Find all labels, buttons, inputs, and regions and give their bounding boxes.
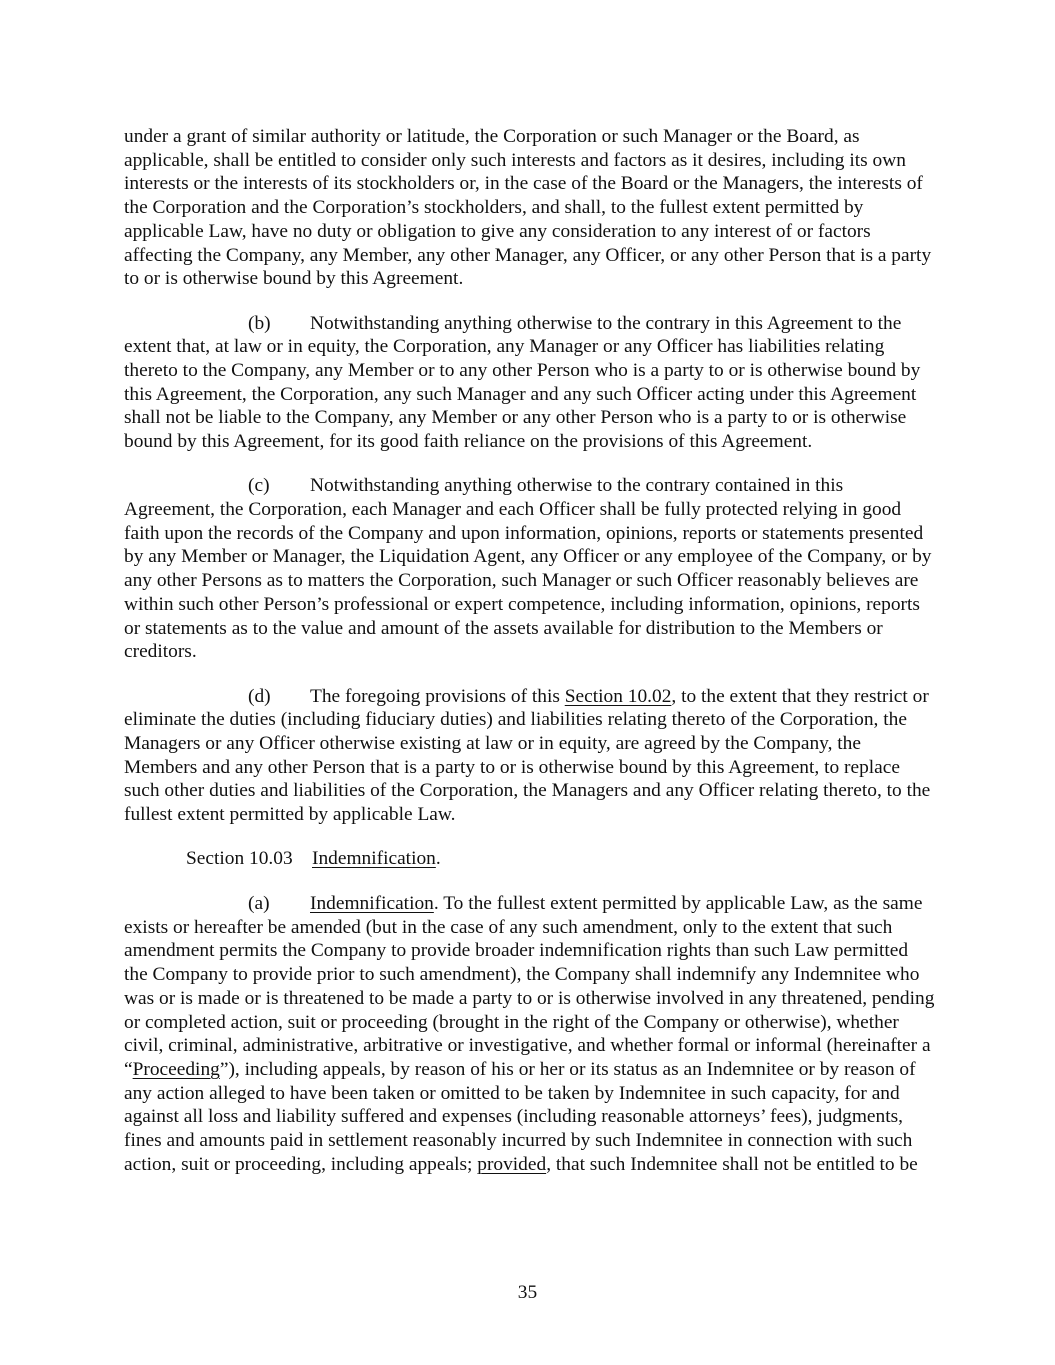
proviso-term: provided [477,1153,547,1175]
document-body [124,125,936,1197]
page-number: 35 [517,1282,538,1303]
paragraph-number: (b) [248,312,271,334]
paragraph-text: The foregoing provisions of this [310,685,565,707]
paragraph-a [124,892,936,1176]
paragraph-text: under a grant of similar authority or latitude, the Corporation or such Manager or the Board, as applicable, shall be entitled to consider only such interests and factors as it desires, including its own interests or the interests of its stockholders or, in the case of the Board or the Managers, the interests of the Corporation and the Corporation’s stockholders, and shall, to the fullest extent permitted by applicable Law, have no duty or obligation to give any consideration to any interest of or factors affecting the Company, any Member, any other Manager, any Officer, or any other Person that is a party to or is otherwise bound by this Agreement. [124,126,932,290]
section-title-period: . [435,848,441,870]
section-heading [124,847,936,871]
section-number: Section 10.03 [186,848,293,870]
paragraph-number: (c) [248,475,270,497]
paragraph-b [124,312,936,454]
paragraph-number: (d) [248,685,271,707]
paragraph-text: , that such Indemnitee shall not be entitled to be [546,1153,918,1175]
paragraph-number: (a) [248,893,270,915]
paragraph-c [124,474,936,664]
paragraph-text: ”), including appeals, by reason of his or her or its status as an Indemnitee or by reason of any action alleged to have been taken or omitted to be taken by Indemnitee in such capacity, for and against all loss and liability suffered and expenses (including reasonable attorneys’ fees), judgments, fines and amounts paid in settlement reasonably incurred by such Indemnitee in connection with such action, suit or proceeding, including appeals; [124,1058,916,1175]
paragraph-title: Indemnification [310,893,434,915]
paragraph-d [124,685,936,827]
defined-term: Proceeding [132,1058,220,1080]
section-reference-link: Section 10.02 [564,685,672,707]
paragraph-text: , to the extent that they restrict or eliminate the duties (including fiduciary duties) and liabilities relating thereto of the Corporation, the Managers or any Officer otherwise existing at law or in equity, are agreed by the Company, the Members and any other Person that is a party to or is otherwise bound by this Agreement, to replace such other duties and liabilities of the Corporation, the Managers and any Officer relating thereto, to the fullest extent permitted by applicable Law. [124,685,931,826]
paragraph-text: . To the fullest extent permitted by applicable Law, as the same exists or hereafter be amended (but in the case of any such amendment, only to the extent that such amendment permits the Company to provide broader indemnification rights than such Law permitted the Company to provide prior to such amendment), the Company shall indemnify any Indemnitee who was or is made or is threatened to be made a party to or is otherwise involved in any threatened, pending or completed action, suit or proceeding (brought in the right of the Company or otherwise), whether civil, criminal, administrative, arbitrative or investigative, and whether formal or informal (hereinafter a “ [124,893,935,1080]
paragraph-text: Notwithstanding anything otherwise to the contrary contained in this Agreement, the Corporation, each Manager and each Officer shall be fully protected relying in good faith upon the records of the Company and upon information, opinions, reports or statements presented by any Member or Manager, the Liquidation Agent, any Officer or any employee of the Company, or by any other Persons as to matters the Corporation, such Manager or such Officer reasonably believes are within such other Person’s professional or expert competence, including information, opinions, reports or statements as to the value and amount of the assets available for distribution to the Members or creditors. [124,475,932,663]
paragraph-text: Notwithstanding anything otherwise to the contrary in this Agreement to the extent that, at law or in equity, the Corporation, any Manager or any Officer has liabilities relating thereto to the Company, any Member or to any other Person who is a party to or is otherwise bound by this Agreement, the Corporation, any such Manager and any such Officer acting under this Agreement shall not be liable to the Company, any Member or any other Person who is a party to or is otherwise bound by this Agreement, for its good faith reliance on the provisions of this Agreement. [124,312,921,453]
paragraph-continuation [124,125,936,291]
section-title: Indemnification [312,848,436,870]
